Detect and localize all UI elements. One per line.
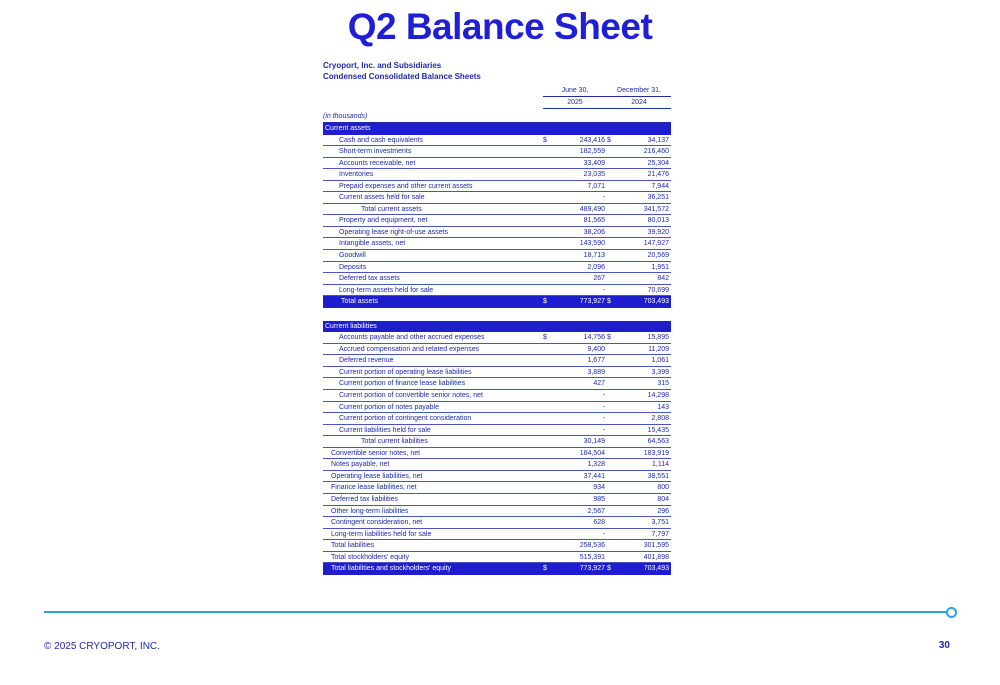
currency-symbol: $	[543, 334, 547, 342]
footer-circle-icon	[946, 607, 957, 618]
table-row	[323, 355, 671, 367]
table-row	[323, 378, 671, 390]
table-row	[323, 181, 671, 193]
col2-header-year: 2024	[607, 97, 671, 109]
currency-symbol	[607, 459, 617, 470]
currency-symbol	[543, 169, 553, 180]
value-2025: 243,416	[579, 136, 605, 144]
row-label: Contingent consideration, net	[331, 519, 423, 527]
table-row	[323, 517, 671, 529]
table-row	[323, 448, 671, 460]
value-2025: 184,504	[579, 449, 605, 457]
value-2025: 33,409	[583, 159, 605, 167]
table-row	[323, 471, 671, 483]
currency-symbol	[607, 344, 617, 355]
row-label: Deferred tax liabilities	[331, 495, 398, 503]
table-row	[323, 540, 671, 552]
currency-symbol	[543, 285, 553, 296]
value-2025: 38,206	[583, 228, 605, 236]
currency-symbol: $	[543, 136, 547, 144]
currency-symbol	[607, 250, 617, 261]
row-label: Other long-term liabilities	[331, 507, 409, 515]
value-2024: 301,595	[643, 542, 669, 550]
value-2024: 183,919	[643, 449, 669, 457]
currency-symbol	[607, 158, 617, 169]
currency-symbol	[543, 227, 553, 238]
value-2025: 258,536	[579, 542, 605, 550]
total-assets-row	[323, 296, 671, 308]
row-label: Deferred revenue	[339, 357, 394, 365]
value-2024: 80,013	[647, 217, 669, 225]
table-row	[323, 192, 671, 204]
currency-symbol	[543, 181, 553, 192]
row-label: Convertible senior notes, net	[331, 449, 421, 457]
table-row	[323, 413, 671, 425]
value-2024: 3,399	[651, 368, 669, 376]
currency-symbol	[543, 344, 553, 355]
currency-symbol	[543, 158, 553, 169]
value-2025: 2,096	[587, 263, 605, 271]
value-2024: 1,061	[651, 357, 669, 365]
column-header-row-2	[323, 97, 671, 109]
table-row	[323, 459, 671, 471]
row-label: Total liabilities and stockholders' equity	[331, 565, 452, 573]
currency-symbol	[607, 540, 617, 551]
currency-symbol	[607, 227, 617, 238]
row-label: Total stockholders' equity	[331, 553, 409, 561]
row-label: Cash and cash equivalents	[339, 136, 424, 144]
value-2025: -	[602, 403, 605, 411]
row-label: Accounts payable and other accrued expenses	[339, 334, 485, 342]
row-label: Property and equipment, net	[339, 217, 428, 225]
value-2025: 7,071	[587, 182, 605, 190]
column-header-row-1	[323, 85, 671, 97]
currency-symbol	[543, 146, 553, 157]
row-label: Total assets	[341, 298, 378, 306]
currency-symbol	[543, 529, 553, 540]
row-label: Current portion of contingent consideration	[339, 415, 472, 423]
row-label: Accounts receivable, net	[339, 159, 416, 167]
row-label: Current portion of convertible senior notes, net	[339, 392, 483, 400]
value-2025: 515,391	[579, 553, 605, 561]
value-2024: 15,435	[647, 426, 669, 434]
value-2025: 182,559	[579, 148, 605, 156]
value-2024: 21,476	[647, 171, 669, 179]
value-2025: 81,565	[583, 217, 605, 225]
value-2025: -	[602, 530, 605, 538]
table-row	[323, 494, 671, 506]
table-row	[323, 250, 671, 262]
currency-symbol	[607, 238, 617, 249]
value-2025: 427	[593, 380, 605, 388]
value-2025: 1,328	[587, 461, 605, 469]
row-label: Inventories	[339, 171, 374, 179]
currency-symbol	[607, 367, 617, 378]
currency-symbol	[543, 413, 553, 424]
value-2025: 773,927	[579, 565, 605, 573]
currency-symbol	[607, 494, 617, 505]
currency-symbol	[543, 494, 553, 505]
currency-symbol	[607, 471, 617, 482]
currency-symbol	[543, 378, 553, 389]
value-2024: 20,569	[647, 252, 669, 260]
currency-symbol: $	[607, 136, 611, 144]
value-2024: 143	[657, 403, 669, 411]
value-2025: 143,590	[579, 240, 605, 248]
currency-symbol	[607, 436, 617, 447]
table-row	[323, 529, 671, 541]
table-row	[323, 169, 671, 181]
value-2025: -	[602, 415, 605, 423]
row-label: Prepaid expenses and other current assets	[339, 182, 473, 190]
table-row	[323, 425, 671, 437]
value-2024: 703,493	[643, 565, 669, 573]
currency-symbol	[543, 262, 553, 273]
table-row	[323, 552, 671, 564]
value-2025: 23,035	[583, 171, 605, 179]
row-label: Current portion of notes payable	[339, 403, 440, 411]
currency-symbol	[607, 482, 617, 493]
asset-rows	[323, 135, 671, 297]
row-label: Current liabilities held for sale	[339, 426, 431, 434]
currency-symbol	[543, 540, 553, 551]
currency-symbol: $	[607, 298, 611, 306]
table-row	[323, 146, 671, 158]
value-2025: 489,490	[579, 205, 605, 213]
value-2024: 216,460	[643, 148, 669, 156]
col2-header-date: December 31,	[607, 85, 671, 97]
value-2024: 36,251	[647, 194, 669, 202]
value-2024: 1,951	[651, 263, 669, 271]
value-2024: 315	[657, 380, 669, 388]
currency-symbol	[543, 436, 553, 447]
row-label: Operating lease right-of-use assets	[339, 228, 448, 236]
currency-symbol	[607, 448, 617, 459]
value-2024: 804	[657, 495, 669, 503]
value-2025: -	[602, 392, 605, 400]
value-2024: 1,114	[652, 461, 669, 469]
section-header-current-assets	[323, 123, 671, 135]
slide-title: Q2 Balance Sheet	[347, 6, 653, 47]
currency-symbol	[543, 355, 553, 366]
value-2025: 30,149	[583, 438, 605, 446]
row-label: Current portion of operating lease liabilities	[339, 368, 472, 376]
row-label: Long-term liabilities held for sale	[331, 530, 432, 538]
currency-symbol	[543, 506, 553, 517]
currency-symbol: $	[607, 334, 611, 342]
row-label: Short-term investments	[339, 148, 412, 156]
liability-rows	[323, 332, 671, 563]
section-gap	[323, 308, 671, 321]
value-2025: 3,889	[587, 368, 605, 376]
section-header-current-liabilities	[323, 321, 671, 333]
col1-header-date: June 30,	[543, 85, 607, 97]
row-label: Long-term assets held for sale	[339, 286, 434, 294]
value-2024: 14,298	[647, 392, 669, 400]
value-2024: 842	[657, 275, 669, 283]
value-2024: 34,137	[647, 136, 669, 144]
currency-symbol	[543, 192, 553, 203]
row-label: Operating lease liabilities, net	[331, 472, 423, 480]
table-row	[323, 158, 671, 170]
value-2024: 11,209	[648, 345, 669, 353]
currency-symbol	[543, 482, 553, 493]
value-2024: 38,551	[647, 472, 669, 480]
table-row	[323, 344, 671, 356]
currency-symbol	[607, 413, 617, 424]
value-2024: 401,898	[643, 553, 669, 561]
value-2024: 7,944	[651, 182, 669, 190]
table-row	[323, 506, 671, 518]
value-2025: 934	[593, 484, 605, 492]
row-label: Notes payable, net	[331, 461, 390, 469]
value-2024: 3,751	[651, 519, 669, 527]
row-label: Total current liabilities	[361, 438, 428, 446]
value-2025: 985	[593, 495, 605, 503]
currency-symbol	[543, 402, 553, 413]
table-row	[323, 204, 671, 216]
row-label: Current assets held for sale	[339, 194, 425, 202]
table-row	[323, 262, 671, 274]
value-2025: 2,567	[587, 507, 605, 515]
row-label: Intangible assets, net	[339, 240, 406, 248]
currency-symbol	[607, 215, 617, 226]
table-row	[323, 332, 671, 344]
value-2024: 703,493	[643, 298, 669, 306]
value-2025: 1,677	[587, 357, 605, 365]
currency-symbol: $	[543, 565, 547, 573]
value-2025: -	[602, 286, 605, 294]
row-label: Deposits	[339, 263, 367, 271]
value-2024: 39,920	[647, 228, 669, 236]
value-2025: -	[602, 194, 605, 202]
value-2025: 14,756	[583, 334, 605, 342]
value-2024: 296	[657, 507, 669, 515]
currency-symbol: $	[607, 565, 611, 573]
currency-symbol	[607, 204, 617, 215]
currency-symbol	[607, 181, 617, 192]
table-row	[323, 402, 671, 414]
currency-symbol	[543, 459, 553, 470]
currency-symbol	[607, 146, 617, 157]
currency-symbol	[543, 471, 553, 482]
currency-symbol	[607, 529, 617, 540]
balance-sheet-table	[323, 60, 671, 575]
currency-symbol	[543, 517, 553, 528]
value-2024: 2,808	[651, 415, 669, 423]
value-2025: 628	[593, 519, 605, 527]
currency-symbol	[543, 425, 553, 436]
currency-symbol	[543, 238, 553, 249]
value-2024: 70,699	[647, 286, 669, 294]
currency-symbol	[607, 552, 617, 563]
table-row	[323, 238, 671, 250]
section-label: Current assets	[325, 125, 371, 132]
table-row	[323, 482, 671, 494]
currency-symbol	[607, 169, 617, 180]
currency-symbol	[543, 215, 553, 226]
statement-title: Condensed Consolidated Balance Sheets	[323, 72, 481, 81]
currency-symbol	[607, 262, 617, 273]
row-label: Goodwill	[339, 252, 366, 260]
row-label: Total liabilities	[331, 542, 375, 550]
table-row	[323, 285, 671, 297]
currency-symbol	[543, 390, 553, 401]
currency-symbol	[607, 402, 617, 413]
currency-symbol	[607, 517, 617, 528]
value-2025: 773,927	[579, 298, 605, 306]
currency-symbol	[543, 250, 553, 261]
value-2024: 7,797	[651, 530, 669, 538]
table-row	[323, 215, 671, 227]
table-row	[323, 273, 671, 285]
currency-symbol	[543, 204, 553, 215]
table-row	[323, 135, 671, 147]
currency-symbol	[543, 273, 553, 284]
row-label: Current portion of finance lease liabilities	[339, 380, 466, 388]
value-2024: 64,563	[647, 438, 669, 446]
table-row	[323, 390, 671, 402]
value-2024: 15,895	[647, 334, 669, 342]
currency-symbol	[607, 425, 617, 436]
row-label: Accrued compensation and related expenses	[339, 345, 480, 353]
currency-symbol	[607, 273, 617, 284]
value-2024: 341,572	[643, 205, 669, 213]
value-2024: 800	[657, 484, 669, 492]
value-2025: 267	[593, 275, 605, 283]
currency-symbol	[607, 285, 617, 296]
value-2024: 25,304	[647, 159, 669, 167]
row-label: Total current assets	[361, 205, 422, 213]
units-note: (in thousands)	[323, 109, 671, 123]
company-name: Cryoport, Inc. and Subsidiaries	[323, 61, 442, 70]
table-row	[323, 227, 671, 239]
table-row	[323, 436, 671, 448]
currency-symbol	[607, 506, 617, 517]
value-2025: 18,713	[583, 252, 605, 260]
currency-symbol: $	[543, 298, 547, 306]
copyright-notice: © 2025 CRYOPORT, INC.	[44, 641, 160, 652]
currency-symbol	[607, 390, 617, 401]
table-row	[323, 367, 671, 379]
footer-divider	[44, 611, 950, 613]
currency-symbol	[543, 367, 553, 378]
value-2025: -	[602, 426, 605, 434]
currency-symbol	[607, 192, 617, 203]
value-2025: 9,400	[587, 345, 605, 353]
value-2025: 37,441	[583, 472, 605, 480]
row-label: Finance lease liabilities, net	[331, 484, 417, 492]
section-label: Current liabilities	[325, 322, 377, 330]
row-label: Deferred tax assets	[339, 275, 400, 283]
page-number: 30	[938, 640, 950, 651]
currency-symbol	[543, 448, 553, 459]
currency-symbol	[607, 378, 617, 389]
currency-symbol	[543, 552, 553, 563]
value-2024: 147,927	[643, 240, 669, 248]
currency-symbol	[607, 355, 617, 366]
total-liabilities-equity-row	[323, 563, 671, 575]
col1-header-year: 2025	[543, 97, 607, 109]
